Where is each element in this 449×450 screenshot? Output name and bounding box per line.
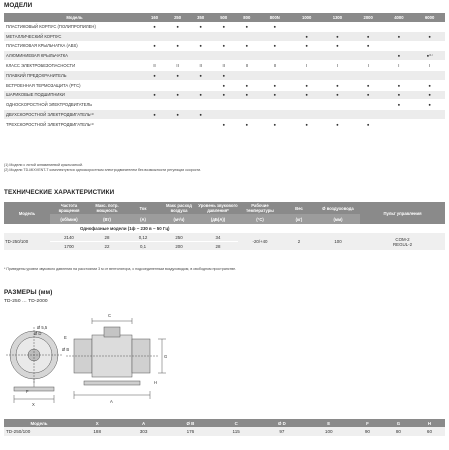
models-cell <box>235 70 258 80</box>
models-cell: ● <box>166 70 189 80</box>
tech-header-current: Ток <box>126 202 160 214</box>
dims-header: X <box>74 419 120 427</box>
dims-title: РАЗМЕРЫ (мм) <box>4 289 53 296</box>
unit-duct: (мм) <box>316 214 360 224</box>
models-cell: II <box>235 61 258 71</box>
models-cell <box>258 70 291 80</box>
models-col-header: 500 <box>212 13 235 22</box>
models-cell <box>143 80 166 90</box>
models-cell: ● <box>143 70 166 80</box>
models-row <box>4 22 445 31</box>
models-cell <box>414 110 445 120</box>
models-cell: I <box>291 61 322 71</box>
models-cell: ● <box>212 70 235 80</box>
current-low: 0,1 <box>126 242 160 251</box>
tech-header-airflow: Макс расход воздуха <box>160 202 198 214</box>
models-cell <box>166 31 189 41</box>
models-cell <box>258 100 291 110</box>
models-cell: I <box>353 61 384 71</box>
models-cell <box>235 31 258 41</box>
airflow-low: 200 <box>160 242 198 251</box>
models-cell: ● <box>414 31 445 41</box>
dims-header: Ø D <box>258 419 305 427</box>
models-cell <box>258 110 291 120</box>
label-b: Ø B <box>62 347 70 352</box>
models-cell: ● <box>384 31 415 41</box>
models-row <box>4 51 445 61</box>
models-cell <box>166 80 189 90</box>
models-cell <box>143 51 166 61</box>
tech-subheader-row <box>4 224 445 233</box>
models-row <box>4 70 445 80</box>
models-cell: ● <box>143 41 166 51</box>
models-cell: ● <box>235 119 258 129</box>
control-cell: COM-2 REGUL-2 <box>360 233 445 251</box>
tech-header-model: Модель <box>4 202 50 224</box>
models-cell: ● <box>322 31 353 41</box>
models-cell: ●⁽¹⁾ <box>414 51 445 61</box>
models-cell <box>322 51 353 61</box>
models-cell <box>212 110 235 120</box>
models-cell: ● <box>258 90 291 100</box>
models-cell: ● <box>189 41 212 51</box>
label-d: Ø D <box>34 331 42 336</box>
speed-low: 1700 <box>50 242 88 251</box>
models-cell <box>414 70 445 80</box>
models-cell: ● <box>212 41 235 51</box>
dims-header: Модель <box>4 419 74 427</box>
models-cell: I <box>322 61 353 71</box>
tech-caption: * Приведены уровни звукового давления на расстоянии 3 м от вентилятора, с подсоединенным воздуховодом, в свободном пространстве. <box>4 267 237 271</box>
models-cell <box>143 119 166 129</box>
models-cell: ● <box>384 100 415 110</box>
tech-header-speed: Частота вращения <box>50 202 88 214</box>
unit-temperature: (°С) <box>238 214 282 224</box>
models-cell: ● <box>353 80 384 90</box>
models-cell <box>291 70 322 80</box>
tech-header-duct: Ø воздуховода <box>316 202 360 214</box>
label-d-small: Ø 5,5 <box>37 325 48 330</box>
models-col-header: 800N <box>258 13 291 22</box>
speed-high: 2140 <box>50 233 88 242</box>
models-cell: ● <box>384 80 415 90</box>
models-cell: ● <box>322 90 353 100</box>
unit-speed: (об/мин) <box>50 214 88 224</box>
models-cell <box>384 22 415 31</box>
models-cell: II <box>166 61 189 71</box>
dims-cell: 188 <box>74 427 120 436</box>
models-row-label: ТРЕХСКОРОСТНОЙ ЭЛЕКТРОДВИГАТЕЛЬ⁽²⁾ <box>4 119 143 129</box>
models-cell: ● <box>235 22 258 31</box>
models-cell <box>166 51 189 61</box>
models-col-header: 4000 <box>384 13 415 22</box>
models-row-label: АЛЮМИНИЕВАЯ КРЫЛЬЧАТКА <box>4 51 143 61</box>
models-cell <box>384 41 415 51</box>
models-table <box>4 13 445 130</box>
label-x: X <box>32 402 35 407</box>
models-cell: ● <box>189 70 212 80</box>
unit-current: (А) <box>126 214 160 224</box>
models-cell: ● <box>189 90 212 100</box>
models-cell <box>384 70 415 80</box>
models-row <box>4 80 445 90</box>
models-cell <box>291 22 322 31</box>
dims-table <box>4 419 445 436</box>
models-cell: ● <box>189 22 212 31</box>
models-cell <box>322 70 353 80</box>
dims-cell: 100 <box>306 427 352 436</box>
models-cell: ● <box>414 90 445 100</box>
models-cell: ● <box>143 110 166 120</box>
models-cell <box>235 51 258 61</box>
models-cell <box>353 22 384 31</box>
models-cell: II <box>143 61 166 71</box>
models-cell <box>414 41 445 51</box>
unit-airflow: (м³/ч) <box>160 214 198 224</box>
models-cell <box>414 119 445 129</box>
note-2: (2) Модели TD-MIXVENT-T комплектуются односкоростным электродвигателем без возможности регуляции скорости. <box>4 167 202 172</box>
models-cell: ● <box>258 119 291 129</box>
models-cell: ● <box>353 90 384 100</box>
models-cell <box>322 22 353 31</box>
label-e: E <box>64 335 67 340</box>
models-cell <box>353 51 384 61</box>
models-cell: ● <box>166 41 189 51</box>
models-cell: ● <box>353 119 384 129</box>
models-row-label: ВСТРОЕННАЯ ТЕРМОЗАЩИТА (PTC) <box>4 80 143 90</box>
models-cell: ● <box>189 110 212 120</box>
dims-subtitle: TD-250 … TD-2000 <box>4 299 48 304</box>
models-cell <box>322 100 353 110</box>
models-cell <box>353 110 384 120</box>
label-a: A <box>110 399 113 404</box>
dims-cell: 115 <box>214 427 258 436</box>
models-row-label: ПЛАВКИЙ ПРЕДОХРАНИТЕЛЬ <box>4 70 143 80</box>
models-cell: ● <box>353 31 384 41</box>
tech-header-temperature: Рабочие температуры <box>238 202 282 214</box>
models-col-header: 6000 <box>414 13 445 22</box>
unit-noise: (дБ(А)) <box>198 214 238 224</box>
models-cell <box>235 100 258 110</box>
models-cell: ● <box>166 110 189 120</box>
models-cell: ● <box>235 90 258 100</box>
current-high: 0,12 <box>126 233 160 242</box>
models-cell: ● <box>212 80 235 90</box>
label-g: G <box>164 354 168 359</box>
models-row-label: ШАРИКОВЫЕ ПОДШИПНИКИ <box>4 90 143 100</box>
models-row-label: ПЛАСТИКОВЫЙ КОРПУС (ПОЛИПРОПИЛЕН) <box>4 22 143 31</box>
models-cell: ● <box>212 119 235 129</box>
models-cell <box>143 100 166 110</box>
unit-power: (Вт) <box>88 214 126 224</box>
dims-header-row <box>4 419 445 427</box>
models-cell <box>143 31 166 41</box>
dims-cell: TD-250/100 <box>4 427 74 436</box>
models-cell: ● <box>143 22 166 31</box>
models-row-label: ДВУХСКОРОСТНОЙ ЭЛЕКТРОДВИГАТЕЛЬ⁽²⁾ <box>4 110 143 120</box>
models-cell: ● <box>384 51 415 61</box>
dims-cell: 97 <box>258 427 305 436</box>
models-col-header: 1000 <box>291 13 322 22</box>
models-row <box>4 61 445 71</box>
models-cell: ● <box>384 90 415 100</box>
dims-header: A <box>120 419 166 427</box>
temperature-cell: -20/+40 <box>238 233 282 251</box>
models-title: МОДЕЛИ <box>4 2 33 9</box>
models-cell: ● <box>212 22 235 31</box>
models-row <box>4 31 445 41</box>
tech-header-noise: Уровень звукового давления* <box>198 203 238 213</box>
models-cell <box>212 31 235 41</box>
models-row <box>4 100 445 110</box>
models-cell <box>291 100 322 110</box>
models-cell <box>384 119 415 129</box>
models-cell: ● <box>291 31 322 41</box>
models-cell: ● <box>322 119 353 129</box>
dims-header: C <box>214 419 258 427</box>
label-f: F <box>26 389 29 394</box>
tech-subheader: Однофазные модели (1ф ~ 230 в ~ 50 Гц) <box>80 226 170 231</box>
models-cell <box>166 100 189 110</box>
models-cell: ● <box>291 90 322 100</box>
models-col-header: 250 <box>166 13 189 22</box>
models-cell: II <box>212 61 235 71</box>
models-cell <box>189 31 212 41</box>
weight-cell: 2 <box>282 233 316 251</box>
tech-header-power: Макс. потр. мощность <box>88 202 126 214</box>
note-1: (1) Модели с литой алюминиевой крыльчаткой. <box>4 163 83 167</box>
dims-cell: 80 <box>383 427 414 436</box>
models-cell <box>384 110 415 120</box>
tech-header-row <box>4 202 445 214</box>
models-row <box>4 41 445 51</box>
power-high: 28 <box>88 233 126 242</box>
models-cell <box>322 110 353 120</box>
models-cell <box>414 22 445 31</box>
models-cell <box>258 31 291 41</box>
tech-table <box>4 202 445 251</box>
models-cell: ● <box>212 90 235 100</box>
models-cell: ● <box>414 80 445 90</box>
dims-data-row <box>4 427 445 436</box>
models-cell: ● <box>235 41 258 51</box>
models-cell <box>258 51 291 61</box>
models-cell: ● <box>291 80 322 90</box>
models-col-header: 350 <box>189 13 212 22</box>
models-cell: II <box>258 61 291 71</box>
tech-title: ТЕХНИЧЕСКИЕ ХАРАКТЕРИСТИКИ <box>4 189 115 196</box>
tech-model-cell: TD-250/100 <box>4 233 50 251</box>
models-notes <box>4 163 201 172</box>
models-cell <box>353 70 384 80</box>
models-cell <box>291 51 322 61</box>
models-cell: ● <box>322 41 353 51</box>
models-col-header: 2000 <box>353 13 384 22</box>
models-cell: I <box>414 61 445 71</box>
noise-high: 34 <box>198 233 238 242</box>
tech-header-control: Пульт управления <box>360 202 445 224</box>
models-cell: ● <box>166 90 189 100</box>
models-row <box>4 90 445 100</box>
models-row-label: КЛАСС ЭЛЕКТРОБЕЗОПАСНОСТИ <box>4 61 143 71</box>
models-cell: II <box>189 61 212 71</box>
models-cell: ● <box>258 80 291 90</box>
label-c: C <box>108 313 112 318</box>
models-header-label: Модель <box>4 13 143 22</box>
models-col-header: 800 <box>235 13 258 22</box>
models-cell <box>189 80 212 90</box>
dims-header: G <box>383 419 414 427</box>
dimension-drawing <box>4 309 169 409</box>
models-header-row <box>4 13 445 22</box>
tech-data-row <box>4 233 445 242</box>
dims-header: F <box>352 419 383 427</box>
models-cell: ● <box>258 22 291 31</box>
models-cell: ● <box>291 119 322 129</box>
models-cell <box>235 110 258 120</box>
tech-header-weight: Вес <box>282 202 316 214</box>
dims-cell: 303 <box>120 427 166 436</box>
models-cell: ● <box>143 90 166 100</box>
dims-header: E <box>306 419 352 427</box>
models-row <box>4 110 445 120</box>
models-cell <box>212 100 235 110</box>
models-cell <box>291 110 322 120</box>
models-cell <box>353 100 384 110</box>
dims-header: Ø B <box>167 419 214 427</box>
dims-cell: 60 <box>414 427 445 436</box>
label-h: H <box>154 380 158 385</box>
models-cell: ● <box>353 41 384 51</box>
airflow-high: 250 <box>160 233 198 242</box>
models-cell <box>189 100 212 110</box>
models-col-header: 160 <box>143 13 166 22</box>
power-low: 22 <box>88 242 126 251</box>
models-row-label: МЕТАЛЛИЧЕСКИЙ КОРПУС <box>4 31 143 41</box>
models-cell <box>212 51 235 61</box>
models-cell <box>189 119 212 129</box>
models-cell: I <box>384 61 415 71</box>
models-row <box>4 119 445 129</box>
models-cell <box>166 119 189 129</box>
models-cell: ● <box>414 100 445 110</box>
dims-header: H <box>414 419 445 427</box>
models-cell: ● <box>166 22 189 31</box>
models-cell: ● <box>291 41 322 51</box>
unit-weight: (кг) <box>282 214 316 224</box>
models-cell: ● <box>322 80 353 90</box>
duct-cell: 100 <box>316 233 360 251</box>
models-cell: ● <box>235 80 258 90</box>
models-cell: ● <box>258 41 291 51</box>
dims-cell: 176 <box>167 427 214 436</box>
models-row-label: ОДНОСКОРОСТНОЙ ЭЛЕКТРОДВИГАТЕЛЬ <box>4 100 143 110</box>
models-cell <box>189 51 212 61</box>
dims-cell: 90 <box>352 427 383 436</box>
models-row-label: ПЛАСТИКОВАЯ КРЫЛЬЧАТКА (ABS) <box>4 41 143 51</box>
noise-low: 28 <box>198 242 238 251</box>
models-col-header: 1300 <box>322 13 353 22</box>
